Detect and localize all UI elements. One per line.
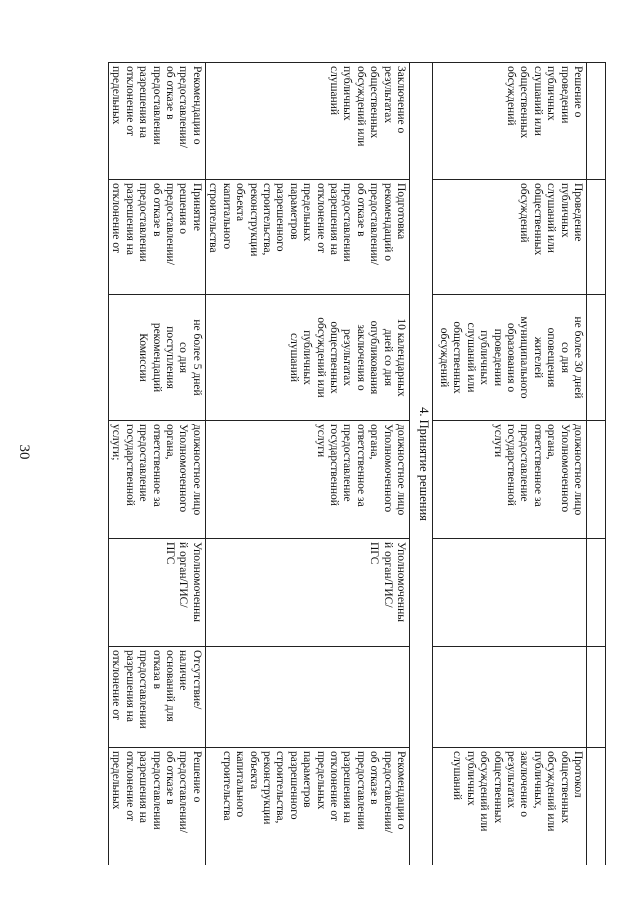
table-cell-deadline [205,295,409,421]
table-cell-result [109,748,206,866]
cell-text: Принятие решения о предоставлении/ об отказе в предоставлении разрешения на отклонение от [110,183,203,265]
section-title: 4. Принятие решения [410,63,433,866]
table-cell-action [109,180,206,295]
rotated-table-area [61,62,606,865]
page-number: 30 [16,444,32,460]
cell-text: Решение о проведении публичных слушаний или общественных обсуждений [504,66,584,139]
table-cell-result [433,748,587,866]
table-cell-action [433,180,587,295]
table-cell-criteria [433,647,587,748]
table-cell-place [433,539,587,647]
table-cell-place [205,539,409,647]
table-cell [587,748,606,866]
cell-text: должностное лицо Уполномоченного органа, ответственное за предоставление государственной услуги [491,424,584,516]
table-cell-result [205,748,409,866]
cell-text: не более 5 дней со дня поступления рекомендаций Комиссии [137,319,203,396]
table-cell [587,647,606,748]
table-cell-deadline [109,295,206,421]
table-cell-basis [109,63,206,180]
table-cell [587,295,606,421]
cell-text: Уполномоченны й орган/ГИС/ ПГС [368,542,407,622]
table-cell-criteria [205,647,409,748]
table-rotation-frame [61,62,606,865]
cell-text: Рекомендации о предоставлении/ об отказе в предоставлении разрешения на отклонение от предельных параметров разрешенного строительства, реконструкции объекта капитального строительства [220,751,407,833]
table-cell [587,63,606,180]
table-top-row [587,63,606,866]
cell-text: Отсутствие/ наличие оснований для отказа в предоставлении разрешения на отклонение от [110,650,203,729]
cell-text: Уполномоченны й орган/ГИС/ ПГС [164,542,203,622]
cell-text: должностное лицо Уполномоченного органа, ответственное за предоставление государственной услуги [314,424,407,516]
table-cell-basis [205,63,409,180]
table-row [109,63,206,866]
cell-text: 10 календарных дней со дня опубликования заключения о результатах общественных обсуждений или публичных слушаний [287,317,407,398]
table-cell-place [109,539,206,647]
cell-text: Проведение публичных слушаний или общественных обсуждений [518,183,584,256]
section-row [410,63,433,866]
table-cell [587,539,606,647]
table-cell-basis [433,63,587,180]
table-row [205,63,409,866]
table-cell [587,421,606,539]
cell-text: Протокол общественных обсуждений или публичных, заключение о результатах общественных обсуждений или публичных слушаний [451,751,584,832]
table-cell-responsible [205,421,409,539]
table-cell-criteria [109,647,206,748]
cell-text: Рекомендации о предоставлении/ об отказе в предоставлении разрешения на отклонение от предельных [110,66,203,148]
table-cell-action [205,180,409,295]
cell-text: Заключение о результатах общественных обсуждений или публичных слушаний [327,66,407,147]
cell-text: должностное лицо Уполномоченного органа, ответственное за предоставление государственной услуги; [110,424,203,516]
cell-text: не более 30 дней со дня оповещения жителей муниципального образования о проведении публичных слушаний или общественных обсуждений [437,316,584,399]
procedure-table [108,62,606,865]
table-cell-responsible [109,421,206,539]
table-row [433,63,587,866]
table-cell-responsible [433,421,587,539]
table-cell-deadline [433,295,587,421]
table-cell [587,180,606,295]
cell-text: Подготовка рекомендаций о предоставлении/ об отказе в предоставлении разрешения на отклонение от предельных параметров разрешенного строительства, реконструкции объекта капитального строительства [207,183,407,265]
cell-text: Решение о предоставлении/ об отказе в предоставлении разрешения на отклонение от предельных [110,751,203,833]
